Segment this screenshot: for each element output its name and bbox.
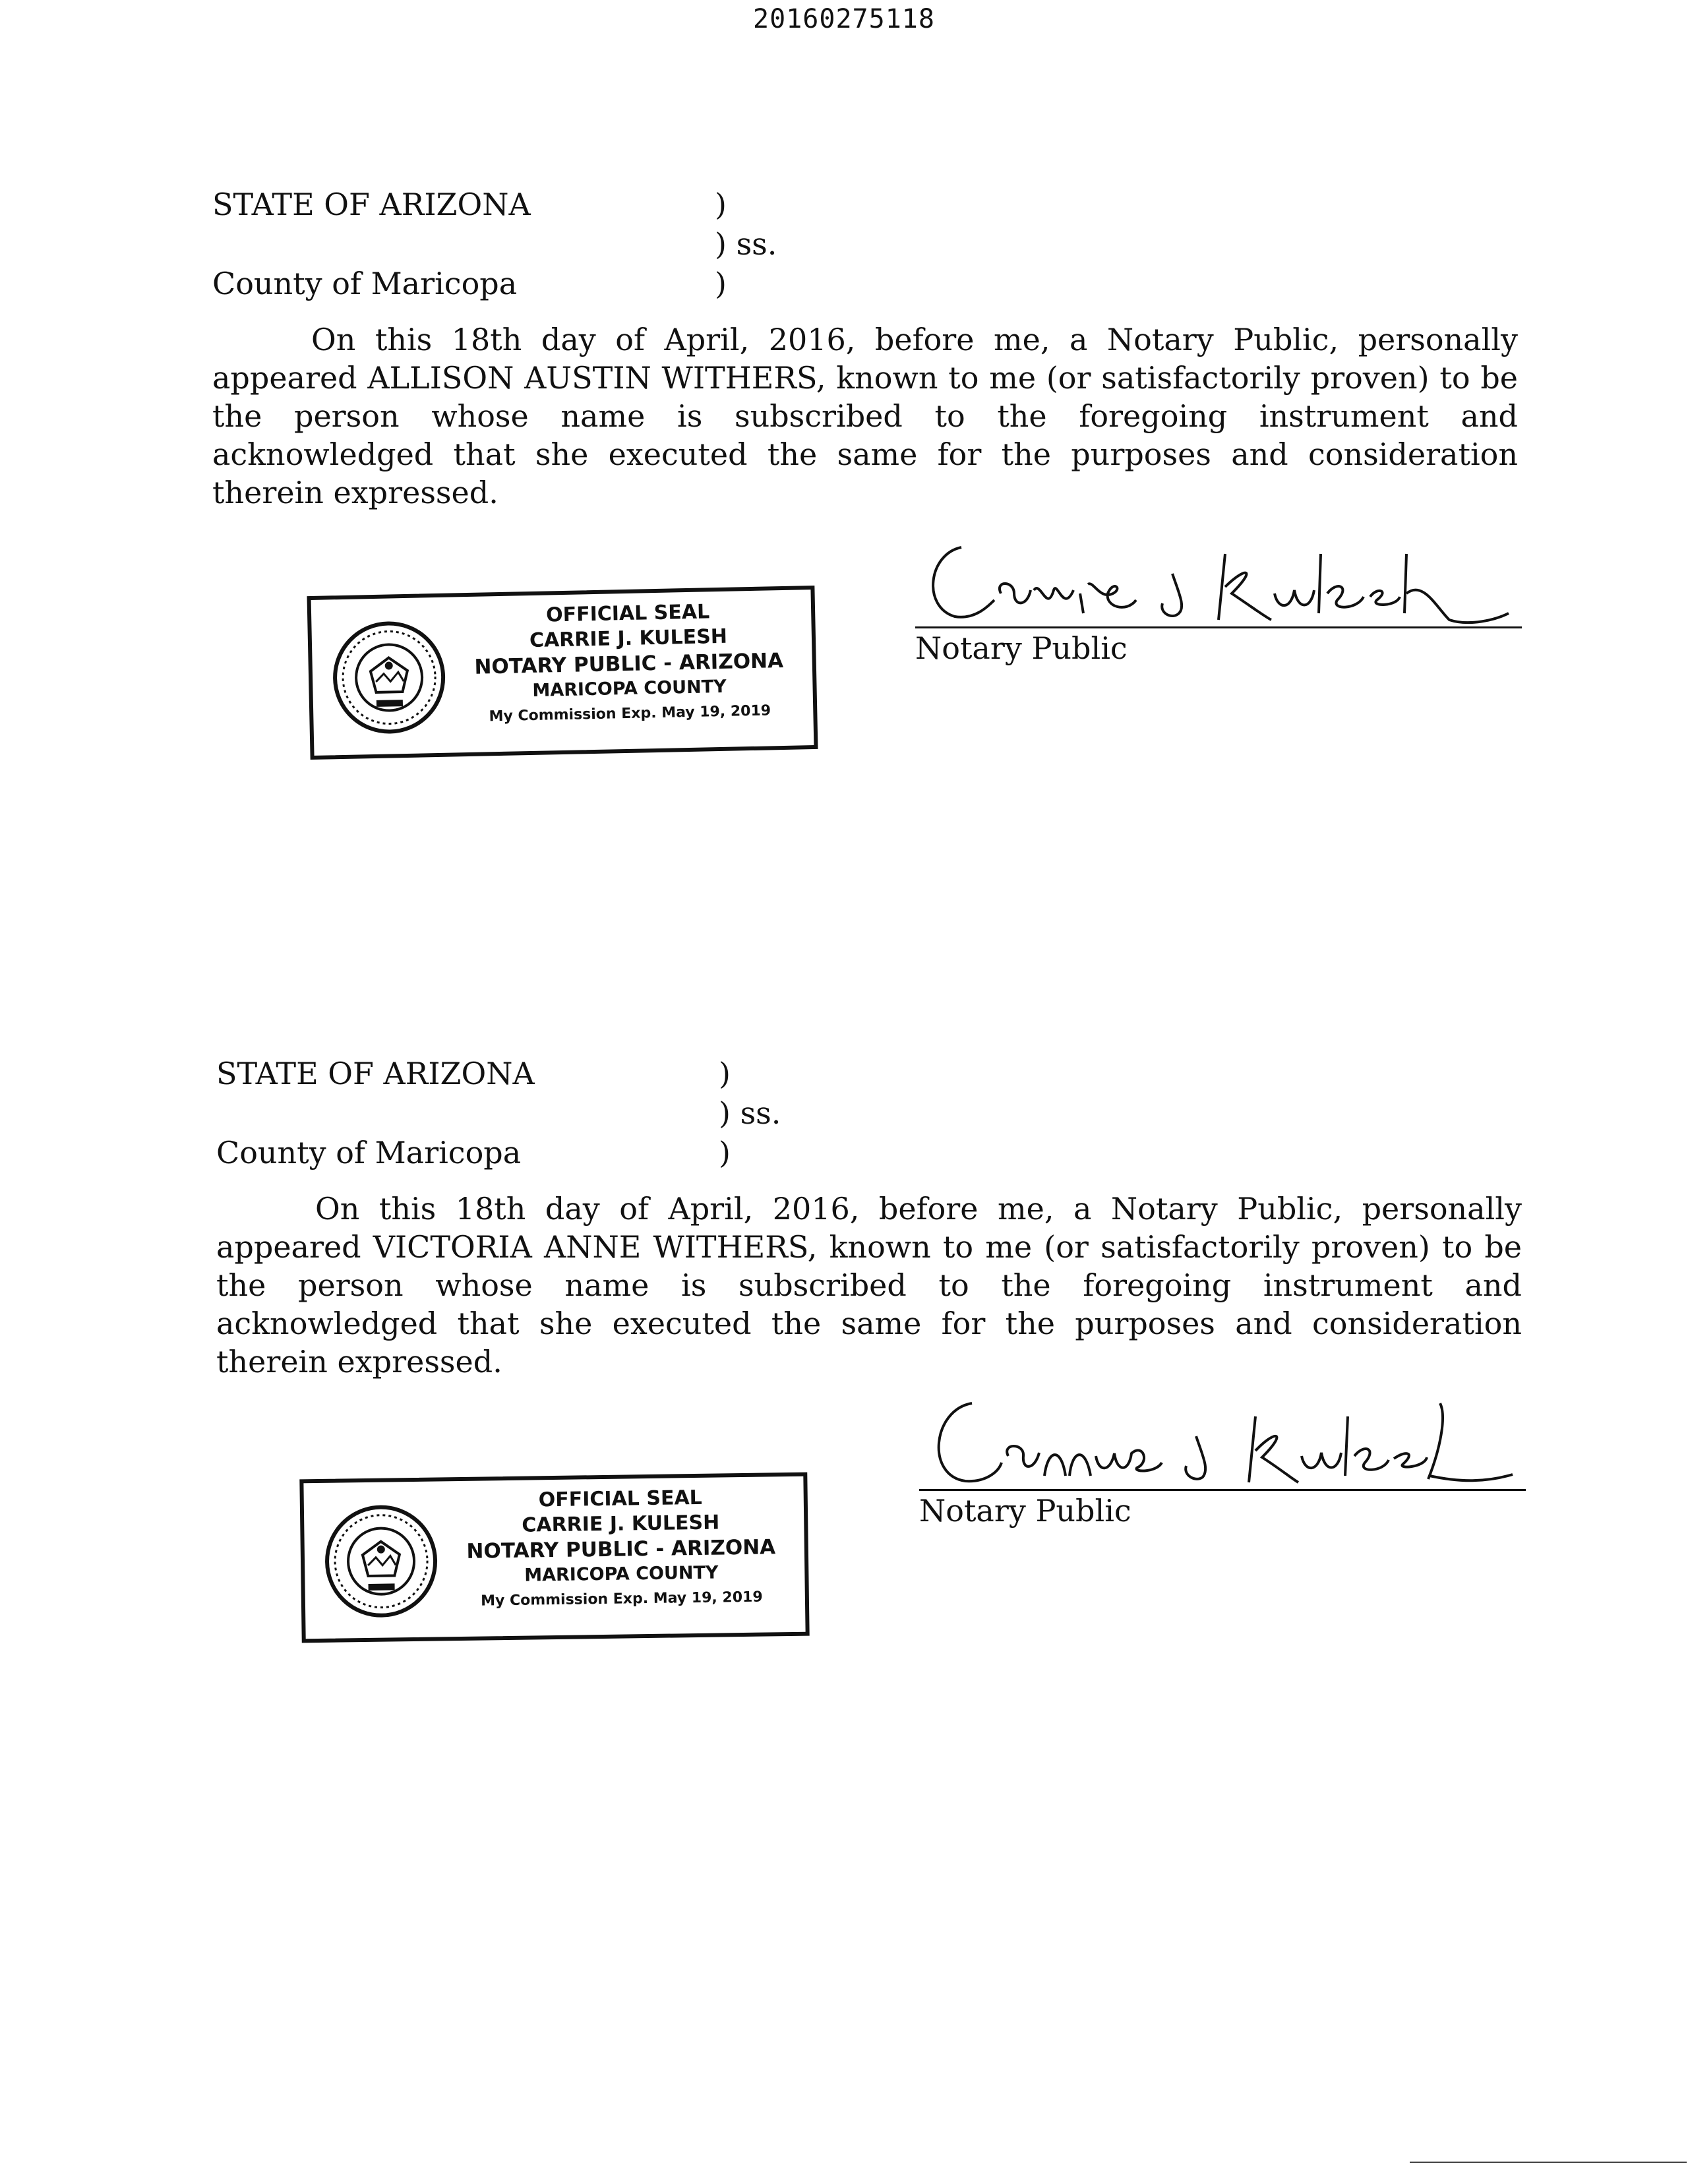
venue-state-line [212,185,1518,224]
seal-notary-role: NOTARY PUBLIC - ARIZONA [466,1535,776,1563]
signature-label: Notary Public [919,1493,1131,1529]
seal-expiration: My Commission Exp. May 19, 2019 [480,1589,763,1610]
seal-county: MARICOPA COUNTY [524,1562,719,1586]
venue-ss: ) ss. [719,1095,781,1131]
county-label: County of Maricopa [216,1135,522,1170]
notary-seal-stamp [307,586,818,760]
county-label: County of Maricopa [212,266,518,301]
seal-text [450,597,808,730]
notary-signature-area [919,1390,1526,1529]
signature-line [915,626,1522,628]
seal-expiration: My Commission Exp. May 19, 2019 [489,702,771,725]
acknowledgment-paragraph: On this 18th day of April, 2016, before me, a Notary Public, personally appeared ALLISON AUSTIN WITHERS, known to me (or satisfactorily proven) to be the person whose name is subscribed to the foregoing instrument and acknowledged that she executed the same for the purposes and consideration therein expressed. [212,322,1518,510]
seal-notary-name: CARRIE J. KULESH [529,624,728,653]
acknowledgment-block [216,1054,1522,1610]
footer-rule [1410,2162,1687,2163]
acknowledgment-paragraph: On this 18th day of April, 2016, before me, a Notary Public, personally appeared VICTORIA ANNE WITHERS, known to me (or satisfactorily proven) to be the person whose name is subscribed to the foregoing instrument and acknowledged that she executed the same for the purposes and consideration therein expressed. [216,1191,1522,1380]
venue-county-line [216,1133,1522,1172]
seal-title: OFFICIAL SEAL [538,1486,703,1512]
venue-state-line [216,1054,1522,1093]
notary-seal-stamp [299,1472,809,1643]
acknowledgment-block [212,185,1518,725]
handwritten-signature [915,528,1522,633]
seal-notary-name: CARRIE J. KULESH [522,1511,720,1537]
venue-ss-line [216,1093,1522,1133]
handwritten-signature [919,1390,1526,1496]
seal-text [442,1484,800,1615]
venue-paren: ) [715,187,727,222]
signature-label: Notary Public [915,630,1128,666]
venue-ss: ) ss. [715,226,777,262]
state-seal-emblem-icon [328,617,450,739]
venue-paren: ) [719,1135,731,1170]
seal-notary-role: NOTARY PUBLIC - ARIZONA [474,648,784,679]
state-label: STATE OF ARIZONA [216,1056,535,1091]
state-seal-emblem-icon [321,1501,441,1621]
venue-county-line [212,264,1518,303]
venue-paren: ) [715,266,727,301]
signature-line [919,1489,1526,1491]
venue-ss-line [212,224,1518,264]
venue-paren: ) [719,1056,731,1091]
state-label: STATE OF ARIZONA [212,187,531,222]
notary-signature-area [915,528,1522,666]
seal-county: MARICOPA COUNTY [532,676,727,701]
recording-number: 20160275118 [753,4,935,34]
seal-title: OFFICIAL SEAL [545,600,710,627]
